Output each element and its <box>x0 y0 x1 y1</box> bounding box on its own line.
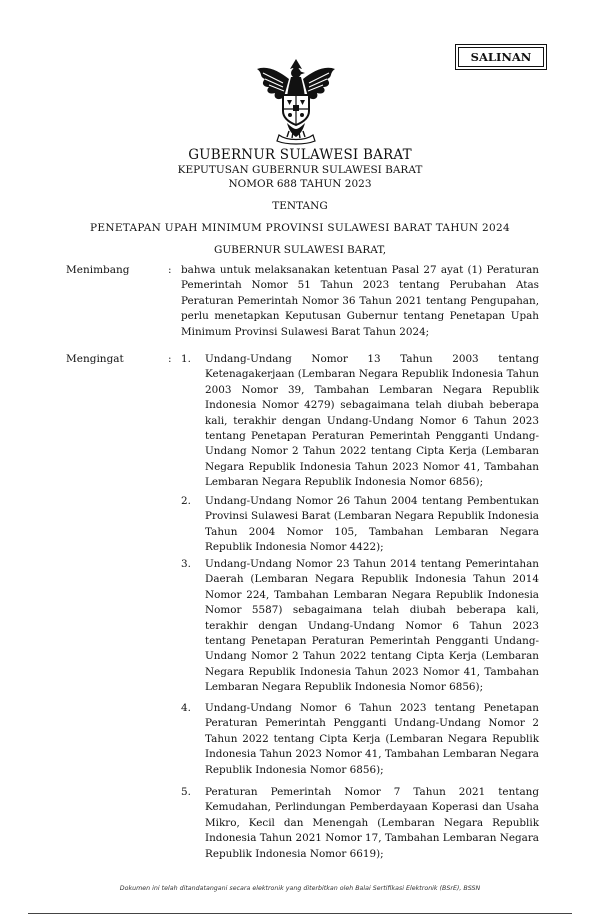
decree-title: KEPUTUSAN GUBERNUR SULAWESI BARAT <box>177 164 423 176</box>
item-text: Undang-Undang Nomor 6 Tahun 2023 tentang Penetapan Peraturan Pemerintah Pengganti Undang-Undang Nomor 2 Tahun 2022 tentang Cipta Kerja (Lembaran Negara Republik Indonesia Tahun 2023 Nomor 41, Tambahan Lembaran Negara Republik Indonesia Nomor 6856); <box>205 702 539 776</box>
item-number: 1. <box>181 353 191 365</box>
electronic-signature-note: Dokumen ini telah ditandatangani secara elektronik yang diterbitkan oleh Balai Sertifikasi Elektronik (BSrE), BSSN <box>119 885 481 892</box>
issuer-line: GUBERNUR SULAWESI BARAT, <box>213 244 387 256</box>
item-number: 3. <box>181 558 191 570</box>
item-text: Undang-Undang Nomor 26 Tahun 2004 tentang Pembentukan Provinsi Sulawesi Barat (Lembaran Negara Republik Indonesia Tahun 2004 Nomor 105, Tambahan Lembaran Negara Republik Indonesia Nomor 4422); <box>205 495 539 554</box>
item-text: Peraturan Pemerintah Nomor 7 Tahun 2021 tentang Kemudahan, Perlindungan Pemberdayaan Koperasi dan Usaha Mikro, Kecil dan Menengah (Lembaran Negara Republik Indonesia Tahun 2021 Nomor 17, Tambahan Lembaran Negara Republik Indonesia Nomor 6619); <box>205 786 539 860</box>
decree-subject: PENETAPAN UPAH MINIMUM PROVINSI SULAWESI BARAT TAHUN 2024 <box>90 222 510 234</box>
decree-number: NOMOR 688 TAHUN 2023 <box>228 178 372 190</box>
menimbang-label: Menimbang <box>66 264 130 276</box>
item-number: 5. <box>181 786 191 798</box>
mengingat-label: Mengingat <box>66 353 124 365</box>
item-number: 4. <box>181 702 191 714</box>
mengingat-colon: : <box>168 353 172 365</box>
menimbang-colon: : <box>168 264 172 276</box>
item-number: 2. <box>181 495 191 507</box>
about-label: TENTANG <box>272 200 328 212</box>
footer-divider <box>28 913 572 914</box>
item-text: Undang-Undang Nomor 13 Tahun 2003 tentang Ketenagakerjaan (Lembaran Negara Republik Indonesia Tahun 2003 Nomor 39, Tambahan Lembaran Negara Republik Indonesia Nomor 4279) sebagaimana telah diubah beberapa kali, terakhir dengan Undang-Undang Nomor 6 Tahun 2023 tentang Penetapan Peraturan Pemerintah Pengganti Undang-Undang Nomor 2 Tahun 2022 tentang Cipta Kerja (Lembaran Negara Republik Indonesia Tahun 2023 Nomor 41, Tambahan Lembaran Negara Republik Indonesia Nomor 6856); <box>205 353 539 489</box>
garuda-emblem-icon <box>253 55 339 147</box>
menimbang-text: bahwa untuk melaksanakan ketentuan Pasal 27 ayat (1) Peraturan Pemerintah Nomor 51 Tahun 2023 tentang Perubahan Atas Peraturan Pemerintah Nomor 36 Tahun 2021 tentang Pengupahan, perlu menetapkan Keputusan Gubernur tentang Penetapan Upah Minimum Provinsi Sulawesi Barat Tahun 2024; <box>181 264 539 338</box>
item-text: Undang-Undang Nomor 23 Tahun 2014 tentang Pemerintahan Daerah (Lembaran Negara Republik Indonesia Tahun 2014 Nomor 224, Tambahan Lembaran Negara Republik Indonesia Nomor 5587) sebagaimana telah diubah beberapa kali, terakhir dengan Undang-Undang Nomor 6 Tahun 2023 tentang Penetapan Peraturan Pemerintah Pengganti Undang-Undang Nomor 2 Tahun 2022 tentang Cipta Kerja (Lembaran Negara Republik Indonesia Tahun 2023 Nomor 41, Tambahan Lembaran Negara Republik Indonesia Nomor 6856); <box>205 558 539 694</box>
governor-heading: GUBERNUR SULAWESI BARAT <box>188 147 412 163</box>
salinan-stamp: SALINAN <box>455 44 547 70</box>
